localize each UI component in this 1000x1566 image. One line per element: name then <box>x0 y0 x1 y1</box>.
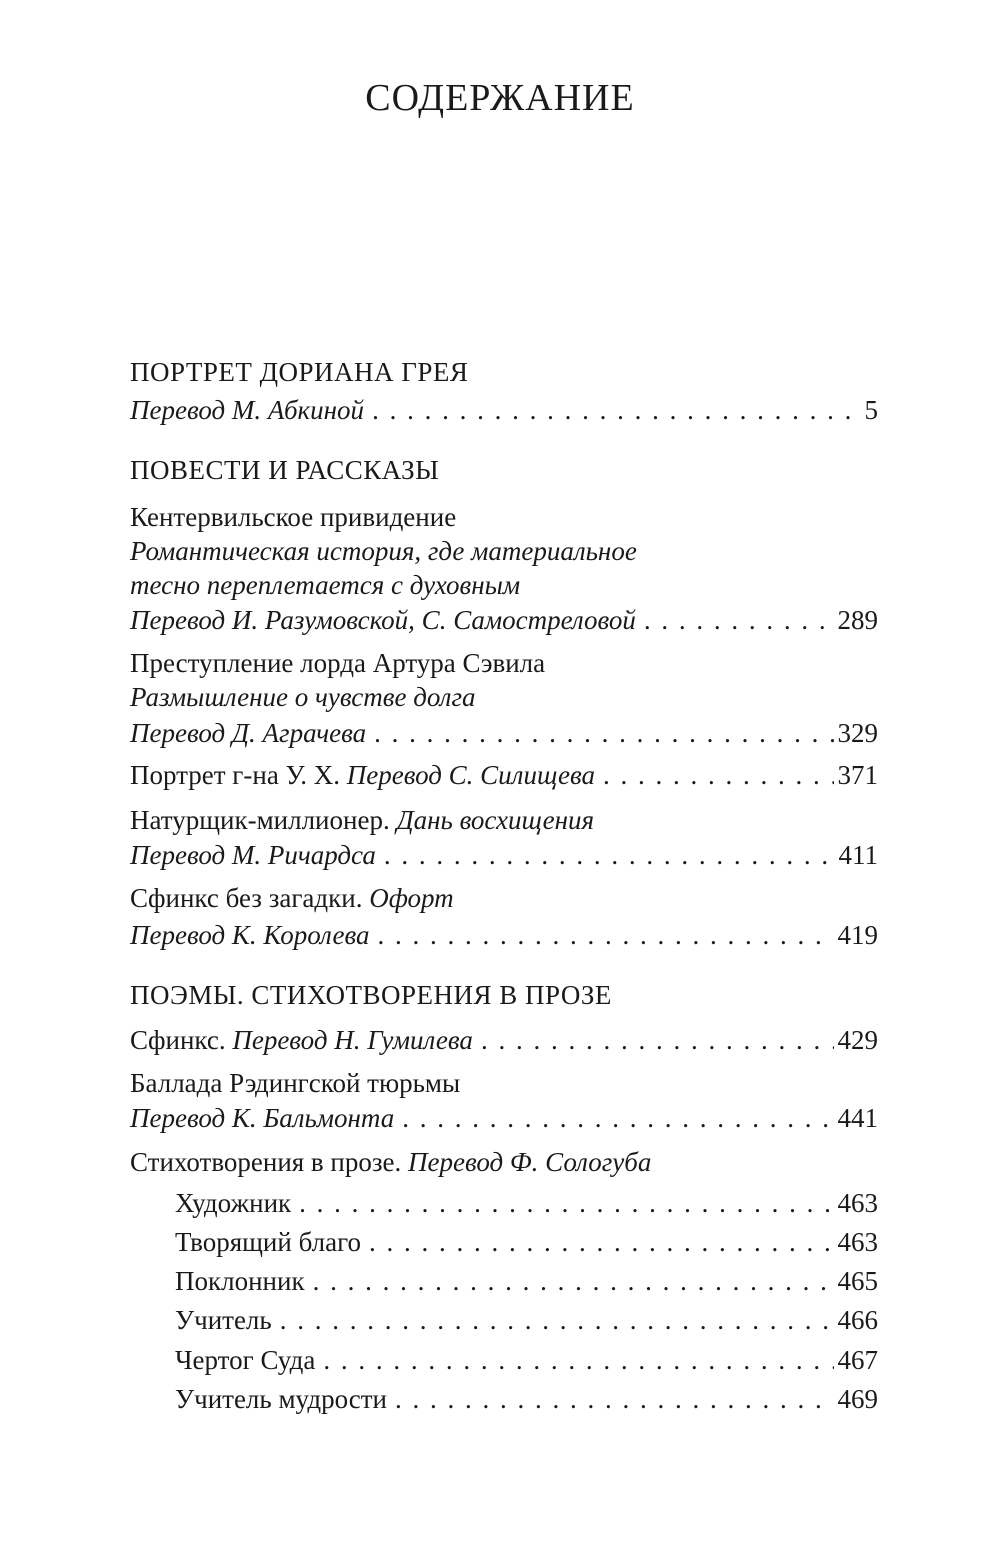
page-number: 465 <box>837 1266 878 1296</box>
page-number: 419 <box>837 920 878 950</box>
page-number: 411 <box>838 840 878 870</box>
section-heading: ПОВЕСТИ И РАССКАЗЫ <box>130 455 440 485</box>
entry-title: Преступление лорда Артура Сэвила <box>130 648 546 678</box>
entry-title: Баллада Рэдингской тюрьмы <box>130 1068 461 1098</box>
dot-leader <box>384 837 835 873</box>
page-number: 289 <box>837 605 878 635</box>
entry-title: Портрет г-на У. Х. <box>130 760 341 790</box>
translator: Перевод К. Королева <box>130 920 370 950</box>
subentry-title: Творящий благо <box>175 1227 361 1257</box>
translator: Перевод Д. Аграчева <box>130 718 367 748</box>
toc-subentry[interactable] <box>175 1263 878 1299</box>
translator: Перевод Н. Гумилева <box>232 1025 473 1055</box>
page-number: 329 <box>837 718 878 748</box>
subentry-title: Поклонник <box>175 1266 305 1296</box>
page-number: 469 <box>837 1384 878 1414</box>
page-title: СОДЕРЖАНИЕ <box>365 77 635 119</box>
page-number: 5 <box>864 395 878 425</box>
subentry-title: Учитель <box>175 1305 272 1335</box>
page-number: 429 <box>837 1025 878 1055</box>
toc-subentry[interactable] <box>175 1342 878 1378</box>
toc-entry[interactable] <box>130 1100 878 1136</box>
dot-leader <box>481 1022 834 1058</box>
dot-leader <box>372 392 860 428</box>
translator: Перевод С. Силищева <box>346 760 596 790</box>
entry-title: Сфинкс. <box>130 1025 226 1055</box>
section-heading: ПОЭМЫ. СТИХОТВОРЕНИЯ В ПРОЗЕ <box>130 980 612 1010</box>
dot-leader <box>369 1224 834 1260</box>
toc-entry[interactable] <box>130 392 878 428</box>
subentry-title: Учитель мудрости <box>175 1384 387 1414</box>
dot-leader <box>402 1100 833 1136</box>
toc-entry[interactable] <box>130 837 878 873</box>
entry-title: Натурщик-миллионер. <box>130 805 390 835</box>
entry-subtitle: Дань восхищения <box>396 805 595 835</box>
translator: Перевод И. Разумовской, С. Самостреловой <box>130 605 636 635</box>
entry-title: Кентервильское привидение <box>130 502 457 532</box>
dot-leader <box>323 1342 833 1378</box>
entry-subtitle: Размышление о чувстве долга <box>130 682 476 712</box>
dot-leader <box>374 715 833 751</box>
entry-title: Сфинкс без загадки. <box>130 883 363 913</box>
translator: Перевод М. Ричардса <box>130 840 376 870</box>
dot-leader <box>280 1302 834 1338</box>
toc-subentry[interactable] <box>175 1185 878 1221</box>
page-number: 463 <box>837 1227 878 1257</box>
translator: Перевод М. Абкиной <box>130 395 365 425</box>
toc-subentry[interactable] <box>175 1381 878 1417</box>
translator: Перевод Ф. Сологуба <box>408 1147 652 1177</box>
toc-entry[interactable] <box>130 917 878 953</box>
toc-entry[interactable] <box>130 602 878 638</box>
toc-subentry[interactable] <box>175 1302 878 1338</box>
entry-subtitle: Романтическая история, где материальное <box>130 536 637 566</box>
dot-leader <box>313 1263 834 1299</box>
toc-entry[interactable] <box>130 1022 878 1058</box>
subentry-title: Художник <box>175 1188 292 1218</box>
toc-entry[interactable] <box>130 715 878 751</box>
page-number: 441 <box>837 1103 878 1133</box>
dot-leader <box>299 1185 833 1221</box>
dot-leader <box>395 1381 834 1417</box>
toc-subentry[interactable] <box>175 1224 878 1260</box>
entry-title: Стихотворения в прозе. <box>130 1147 402 1177</box>
entry-subtitle: тесно переплетается с духовным <box>130 570 521 600</box>
page-number: 463 <box>837 1188 878 1218</box>
dot-leader <box>603 757 833 793</box>
dot-leader <box>378 917 834 953</box>
page-number: 371 <box>837 760 878 790</box>
dot-leader <box>644 602 834 638</box>
toc-entry[interactable] <box>130 757 878 793</box>
page-number: 467 <box>837 1345 878 1375</box>
entry-subtitle: Офорт <box>369 883 454 913</box>
subentry-title: Чертог Суда <box>175 1345 316 1375</box>
section-heading: ПОРТРЕТ ДОРИАНА ГРЕЯ <box>130 357 469 387</box>
page-number: 466 <box>837 1305 878 1335</box>
translator: Перевод К. Бальмонта <box>130 1103 395 1133</box>
